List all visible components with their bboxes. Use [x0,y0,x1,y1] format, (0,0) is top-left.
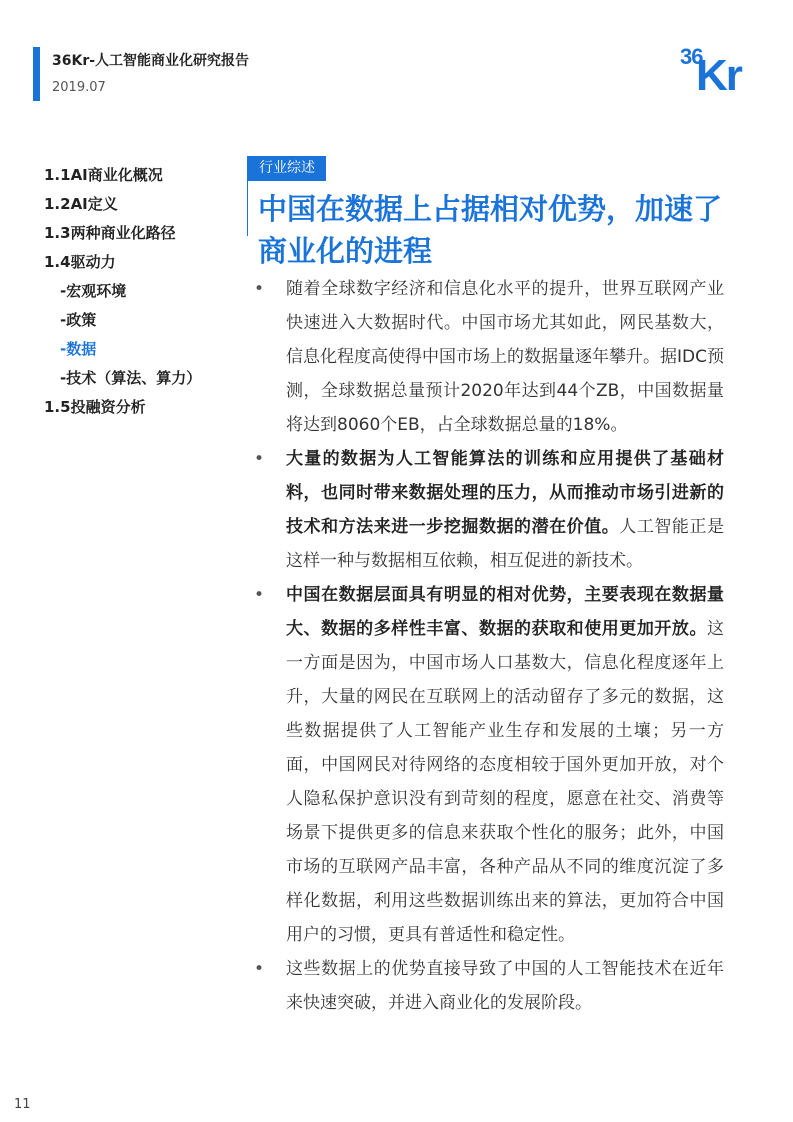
page-headline: 中国在数据上占据相对优势，加速了商业化的进程 [258,192,723,268]
toc-subitem[interactable]: -宏观环境 [60,282,127,300]
brand-logo [680,42,764,92]
bullet-bold-text: 大量的数据为人工智能算法的训练和应用提供了基础材料，也同时带来数据处理的压力，从而推动市场引进新的技术和方法来进一步挖掘数据的潜在价值。 [286,449,724,537]
toc-item[interactable]: 1.3两种商业化路径 [44,224,176,242]
bullet-text: 随着全球数字经济和信息化水平的提升，世界互联网产业快速进入大数据时代。中国市场尤其如此，网民基数大，信息化程度高使得中国市场上的数据量逐年攀升。据IDC预测，全球数据总量预计2020年达到44个ZB，中国数据量将达到8060个EB，占全球数据总量的18%。 [286,279,724,435]
bullet-item [254,272,724,442]
toc-item[interactable]: 1.2AI定义 [44,195,118,213]
table-of-contents [44,164,201,425]
bullet-dot-icon: • [254,585,265,605]
report-date: 2019.07 [52,80,106,95]
bullet-dot-icon: • [254,959,265,979]
bullet-list [254,272,724,1020]
header-accent-bar [33,47,40,101]
toc-item[interactable]: 1.4驱动力 [44,253,116,271]
svg-text:Kr: Kr [696,51,741,92]
bullet-text: 这一方面是因为，中国市场人口基数大，信息化程度逐年上升，大量的网民在互联网上的活动留存了多元的数据，这些数据提供了人工智能产业生存和发展的土壤；另一方面，中国网民对待网络的态度相较于国外更加开放，对个人隐私保护意识没有到苛刻的程度，愿意在社交、消费等场景下提供更多的信息来获取个性化的服务；此外，中国市场的互联网产品丰富，各种产品从不同的维度沉淀了多样化数据，利用这些数据训练出来的算法，更加符合中国用户的习惯，更具有普适性和稳定性。 [286,619,724,945]
toc-item[interactable]: 1.1AI商业化概况 [44,166,163,184]
section-tag: 行业综述 [248,156,326,181]
toc-subitem[interactable]: -技术（算法、算力） [60,369,202,387]
page-number: 11 [14,1097,31,1112]
bullet-dot-icon: • [254,449,265,469]
bullet-text: 这些数据上的优势直接导致了中国的人工智能技术在近年来快速突破，并进入商业化的发展阶段。 [286,959,724,1013]
toc-subitem[interactable]: -政策 [60,311,97,329]
bullet-dot-icon: • [254,279,265,299]
bullet-item [254,578,724,952]
bullet-item [254,442,724,578]
svg-text:36: 36 [680,44,703,69]
toc-subitem-active[interactable]: -数据 [60,340,97,358]
bullet-item [254,952,724,1020]
bullet-text: 人工智能正是这样一种与数据相互依赖，相互促进的新技术。 [286,517,725,571]
bullet-bold-text: 中国在数据层面具有明显的相对优势，主要表现在数据量大、数据的多样性丰富、数据的获取和使用更加开放。 [286,585,724,639]
toc-item[interactable]: 1.5投融资分析 [44,398,146,416]
report-title: 36Kr-人工智能商业化研究报告 [52,53,250,69]
